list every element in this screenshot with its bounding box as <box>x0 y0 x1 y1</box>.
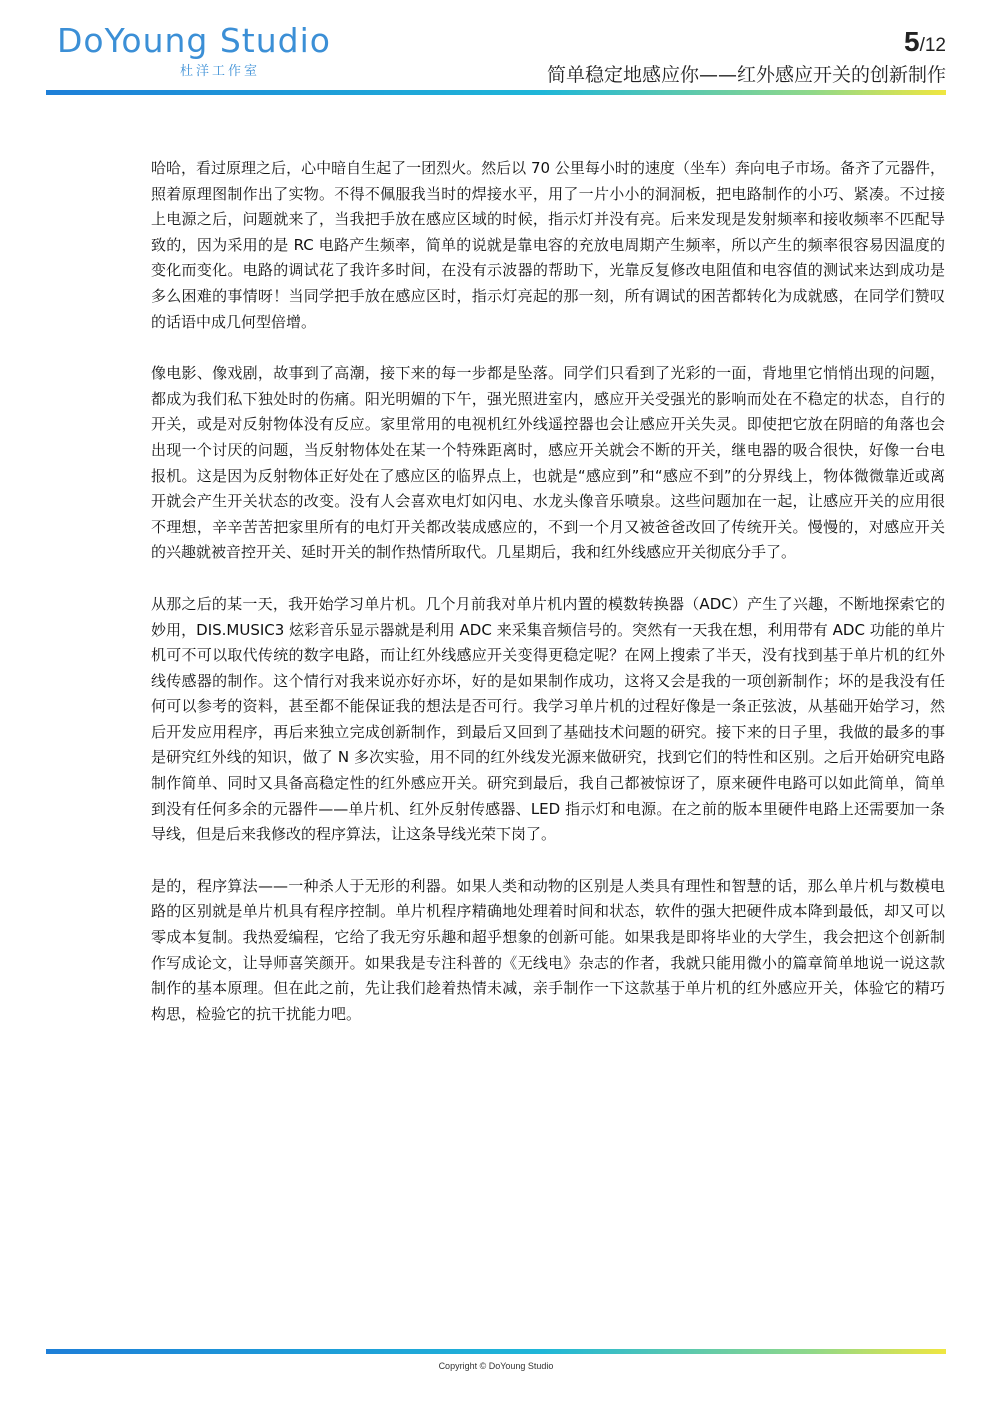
document-title: 简单稳定地感应你——红外感应开关的创新制作 <box>546 64 946 86</box>
copyright-notice: Copyright © DoYoung Studio <box>438 1361 554 1371</box>
header-divider <box>46 90 946 95</box>
article-body <box>151 156 945 1053</box>
logo-text: DoYoung Studio <box>57 21 331 60</box>
footer-divider <box>46 1349 946 1354</box>
paragraph-2: 像电影、像戏剧，故事到了高潮，接下来的每一步都是坠落。同学们只看到了光彩的一面，背地里它悄悄出现的问题，都成为我们私下独处时的伤痛。阳光明媚的下午，强光照进室内，感应开关受强光的影响而处在不稳定的状态，自行的开关，或是对反射物体没有反应。家里常用的电视机红外线遥控器也会让感应开关失灵。即使把它放在阴暗的角落也会出现一个讨厌的问题，当反射物体处在某一个特殊距离时，感应开关就会不断的开关，继电器的吸合很快，好像一台电报机。这是因为反射物体正好处在了感应区的临界点上，也就是“感应到”和“感应不到”的分界线上，物体微微靠近或离开就会产生开关状态的改变。没有人会喜欢电灯如闪电、水龙头像音乐喷泉。这些问题加在一起，让感应开关的应用很不理想，辛辛苦苦把家里所有的电灯开关都改装成感应的，不到一个月又被爸爸改回了传统开关。慢慢的，对感应开关的兴趣就被音控开关、延时开关的制作热情所取代。几星期后，我和红外线感应开关彻底分手了。 <box>151 364 945 562</box>
paragraph-3: 从那之后的某一天，我开始学习单片机。几个月前我对单片机内置的模数转换器（ADC）产生了兴趣，不断地探索它的妙用，DIS.MUSIC3 炫彩音乐显示器就是利用 ADC 来采集音频信号的。突然有一天我在想，利用带有 ADC 功能的单片机可不可以取代传统的数字电路，而让红外线感应开关变得更稳定呢？在网上搜索了半天，没有找到基于单片机的红外线传感器的制作。这个情行对我来说亦好亦坏，好的是如果制作成功，这将又会是我的一项创新制作；坏的是我没有任何可以参考的资料，甚至都不能保证我的想法是否可行。我学习单片机的过程好像是一条正弦波，从基础开始学习，然后开发应用程序，再后来独立完成创新制作，到最后又回到了基础技术问题的研究。接下来的日子里，我做的最多的事是研究红外线的知识，做了 N 多次实验，用不同的红外线发光源来做研究，找到它们的特性和区别。之后开始研究电路制作简单、同时又具备高稳定性的红外感应开关。研究到最后，我自己都被惊讶了，原来硬件电路可以如此简单，简单到没有任何多余的元器件——单片机、红外反射传感器、LED 指示灯和电源。在之前的版本里硬件电路上还需要加一条导线，但是后来我修改的程序算法，让这条导线光荣下岗了。 <box>151 594 945 844</box>
studio-logo <box>57 21 331 82</box>
paragraph-4: 是的，程序算法——一种杀人于无形的利器。如果人类和动物的区别是人类具有理性和智慧的话，那么单片机与数模电路的区别就是单片机具有程序控制。单片机程序精确地处理着时间和状态，软件的强大把硬件成本降到最低，却又可以零成本复制。我热爱编程，它给了我无穷乐趣和超乎想象的创新可能。如果我是即将毕业的大学生，我会把这个创新制作写成论文，让导师喜笑颜开。如果我是专注科普的《无线电》杂志的作者，我就只能用微小的篇章简单地说一说这款制作的基本原理。但在此之前，先让我们趁着热情未减，亲手制作一下这款基于单片机的红外感应开关，体验它的精巧构思，检验它的抗干扰能力吧。 <box>151 876 945 1023</box>
paragraph-1: 哈哈，看过原理之后，心中暗自生起了一团烈火。然后以 70 公里每小时的速度（坐车）奔向电子市场。备齐了元器件，照着原理图制作出了实物。不得不佩服我当时的焊接水平，用了一片小小的洞洞板，把电路制作的小巧、紧凑。不过接上电源之后，问题就来了，当我把手放在感应区域的时候，指示灯并没有亮。后来发现是发射频率和接收频率不匹配导致的，因为采用的是 RC 电路产生频率，简单的说就是靠电容的充放电周期产生频率，所以产生的频率很容易因温度的变化而变化。电路的调试花了我许多时间，在没有示波器的帮助下，光靠反复修改电阻值和电容值的测试来达到成功是多么困难的事情呀！当同学把手放在感应区时，指示灯亮起的那一刻，所有调试的困苦都转化为成就感，在同学们赞叹的话语中成几何型倍增。 <box>151 159 945 331</box>
page-number <box>904 26 946 58</box>
logo-subtext: 杜洋工作室 <box>180 64 261 79</box>
page-total: /12 <box>919 35 946 56</box>
page-current: 5 <box>904 26 920 57</box>
